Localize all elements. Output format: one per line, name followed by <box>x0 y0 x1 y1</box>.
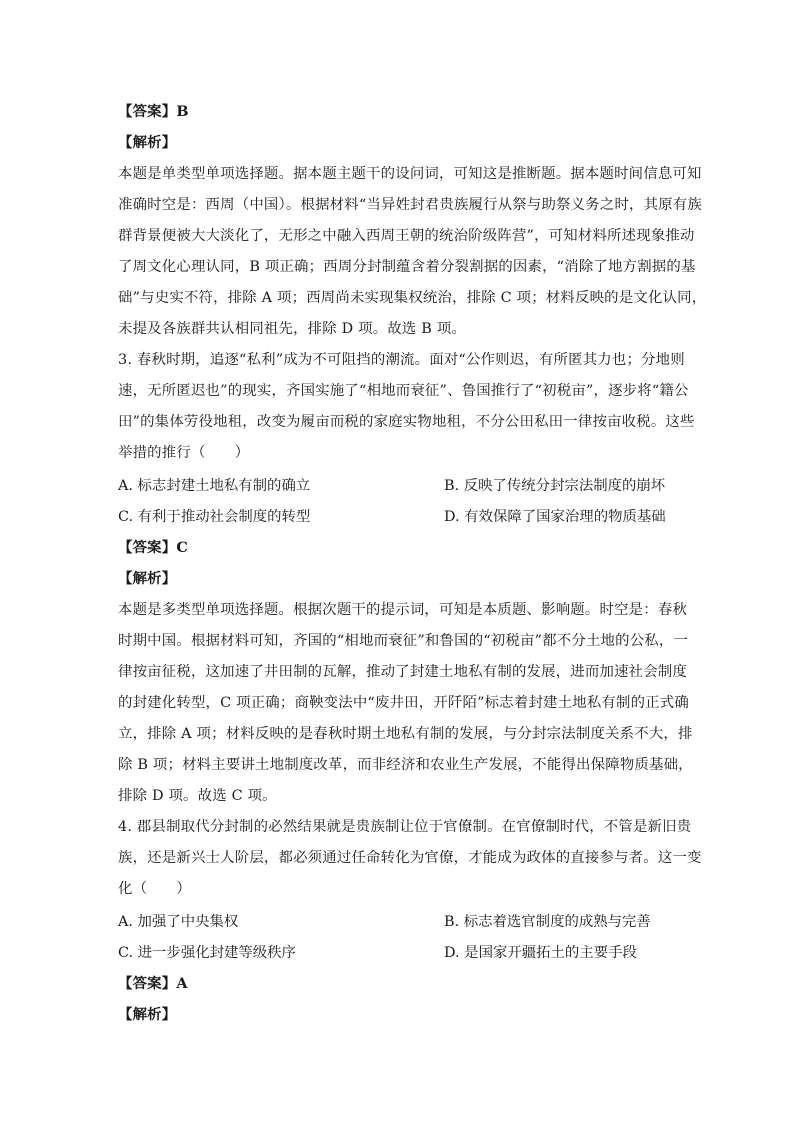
q4-option-b: B. 标志着选官制度的成熟与完善 <box>444 914 651 930</box>
q3-option-d: D. 有效保障了国家治理的物质基础 <box>444 509 666 525</box>
q4-stem-line: 4. 郡县制取代分封制的必然结果就是贵族制让位于官僚制。在官僚制时代，不管是新旧贵 <box>118 819 692 835</box>
q2-analysis-line: 群背景便被大大淡化了，无形之中融入西周王朝的统治阶级阵营”，可知材料所述现象推动 <box>118 228 695 244</box>
q3-option-b: B. 反映了传统分封宗法制度的崩坏 <box>444 478 666 494</box>
q2-analysis-line: 了周文化心理认同，B 项正确；西周分封制蕴含着分裂割据的因素，“消除了地方割据的基 <box>118 259 696 275</box>
q4-option-a: A. 加强了中央集权 <box>118 914 239 930</box>
q2-analysis-line: 础”与史实不符，排除 A 项；西周尚未实现集权统治，排除 C 项；材料反映的是文化认同， <box>118 290 707 306</box>
q3-analysis-line: 律按亩征税，这加速了井田制的瓦解，推动了封建土地私有制的发展，进而加速社会制度 <box>118 664 688 680</box>
q2-analysis-title: 【解析】 <box>118 134 177 151</box>
q3-analysis-title: 【解析】 <box>118 570 177 587</box>
q3-stem-line: 举措的推行（ ） <box>118 445 250 461</box>
q4-option-d: D. 是国家开疆拓土的主要手段 <box>444 945 637 961</box>
q3-stem-line: 速，无所匿迟也”的现实，齐国实施了“相地而衰征”、鲁国推行了“初税亩”，逐步将“籍公 <box>118 383 689 399</box>
q3-answer: 【答案】C <box>118 539 189 556</box>
q3-analysis-line: 本题是多类型单项选择题。根据次题干的提示词，可知是本质题、影响题。时空是：春秋 <box>118 602 688 618</box>
q2-analysis-line: 准确时空是：西周（中国）。根据材料“当异姓封君贵族履行从祭与助祭义务之时，其原有族 <box>118 197 702 213</box>
q2-analysis-line: 未提及各族群共认相同祖先，排除 D 项。故选 B 项。 <box>118 321 467 337</box>
q4-option-c: C. 进一步强化封建等级秩序 <box>118 945 296 961</box>
q4-analysis-title: 【解析】 <box>118 1006 177 1023</box>
q3-analysis-line: 立，排除 A 项；材料反映的是春秋时期土地私有制的发展，与分封宗法制度关系不大，排 <box>118 726 693 742</box>
q3-analysis-line: 除 B 项；材料主要讲土地制度改革，而非经济和农业生产发展，不能得出保障物质基础， <box>118 757 693 773</box>
q4-stem-line: 化（ ） <box>118 881 191 897</box>
q2-analysis-line: 本题是单类型单项选择题。据本题主题干的设问词，可知这是推断题。据本题时间信息可知 <box>118 166 702 182</box>
q3-analysis-line: 的封建化转型，C 项正确；商鞅变法中“废井田，开阡陌”标志着封建土地私有制的正式确 <box>118 695 689 711</box>
q3-analysis-line: 排除 D 项。故选 C 项。 <box>118 788 277 804</box>
q3-option-a: A. 标志封建土地私有制的确立 <box>118 478 311 494</box>
q3-stem-line: 田”的集体劳役地租，改变为履亩而税的家庭实物地租，不分公田私田一律按亩收税。这些 <box>118 414 695 430</box>
q3-analysis-line: 时期中国。根据材料可知，齐国的“相地而衰征”和鲁国的“初税亩”都不分土地的公私，一 <box>118 633 689 649</box>
q2-answer: 【答案】B <box>118 103 189 120</box>
q4-answer: 【答案】A <box>118 975 188 992</box>
q4-stem-line: 族，还是新兴士人阶层，都必须通过任命转化为官僚，才能成为政体的直接参与者。这一变 <box>118 850 702 866</box>
q3-option-c: C. 有利于推动社会制度的转型 <box>118 509 311 525</box>
q3-stem-line: 3. 春秋时期，追逐“私利”成为不可阻挡的潮流。面对“公作则迟，有所匿其力也；分地则 <box>118 352 685 368</box>
